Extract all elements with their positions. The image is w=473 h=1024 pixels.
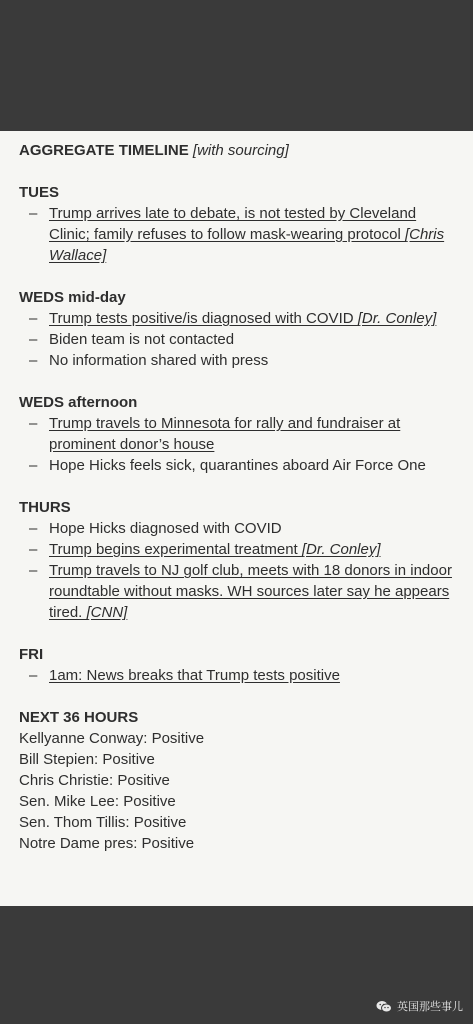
item-text: No information shared with press <box>49 352 269 369</box>
page-title <box>19 140 454 161</box>
timeline-note <box>0 131 473 906</box>
list-item <box>19 203 454 266</box>
item-text: Trump tests positive/is diagnosed with COVID <box>49 310 358 327</box>
bullet-dash: – <box>29 352 38 369</box>
result-line: Notre Dame pres: Positive <box>19 835 195 852</box>
bullet-dash: – <box>29 415 38 432</box>
bullet-dash: – <box>29 562 38 579</box>
section-weds-afternoon <box>19 392 454 476</box>
item-text: Hope Hicks feels sick, quarantines aboard Air Force One <box>49 457 426 474</box>
list-item <box>19 539 454 560</box>
item-text: Hope Hicks diagnosed with COVID <box>49 520 282 537</box>
list-item <box>19 308 454 329</box>
item-source: [CNN] <box>86 604 128 621</box>
title-note: [with sourcing] <box>192 142 289 159</box>
list-item <box>19 350 454 371</box>
result-line: Sen. Thom Tillis: Positive <box>19 814 187 831</box>
item-text: Biden team is not contacted <box>49 331 235 348</box>
section-heading: WEDS mid-day <box>19 289 126 306</box>
item-text: Trump begins experimental treatment <box>49 541 302 558</box>
bottom-dark-band <box>0 906 473 1024</box>
item-text: 1am: News breaks that Trump tests positive <box>49 667 340 684</box>
bullet-dash: – <box>29 667 38 684</box>
list-item <box>19 518 454 539</box>
item-text: Trump travels to NJ golf club, meets with 18 donors in indoor roundtable without masks. WH sources later say he appears tired. <box>49 562 452 621</box>
section-heading: WEDS afternoon <box>19 394 138 411</box>
result-line: Chris Christie: Positive <box>19 772 170 789</box>
list-item <box>19 665 454 686</box>
result-line: Bill Stepien: Positive <box>19 751 155 768</box>
list-item <box>19 329 454 350</box>
item-text: Trump travels to Minnesota for rally and fundraiser at prominent donor’s house <box>49 415 401 453</box>
section-heading: FRI <box>19 646 44 663</box>
result-line: Kellyanne Conway: Positive <box>19 730 205 747</box>
bullet-dash: – <box>29 457 38 474</box>
section-heading: THURS <box>19 499 71 516</box>
item-source: [Dr. Conley] <box>357 310 437 327</box>
result-line: Sen. Mike Lee: Positive <box>19 793 176 810</box>
item-text: Trump arrives late to debate, is not tested by Cleveland Clinic; family refuses to follow mask-wearing protocol <box>49 205 417 243</box>
watermark-text: 英国那些事儿 <box>397 1000 463 1013</box>
bullet-dash: – <box>29 205 38 222</box>
bullet-dash: – <box>29 310 38 327</box>
item-source: [Dr. Conley] <box>301 541 381 558</box>
list-item <box>19 455 454 476</box>
section-fri <box>19 644 454 686</box>
bullet-dash: – <box>29 520 38 537</box>
section-weds-midday <box>19 287 454 371</box>
wechat-icon <box>376 1000 392 1013</box>
list-item <box>19 413 454 455</box>
bullet-dash: – <box>29 331 38 348</box>
watermark <box>376 998 463 1014</box>
section-next-36-hours <box>19 707 454 854</box>
title-main: AGGREGATE TIMELINE <box>19 142 189 159</box>
section-heading: TUES <box>19 184 60 201</box>
section-heading: NEXT 36 HOURS <box>19 709 139 726</box>
top-dark-band <box>0 0 473 131</box>
item-source: [Chris Wallace] <box>49 226 445 264</box>
section-tues <box>19 182 454 266</box>
section-thurs <box>19 497 454 623</box>
list-item <box>19 560 454 623</box>
bullet-dash: – <box>29 541 38 558</box>
